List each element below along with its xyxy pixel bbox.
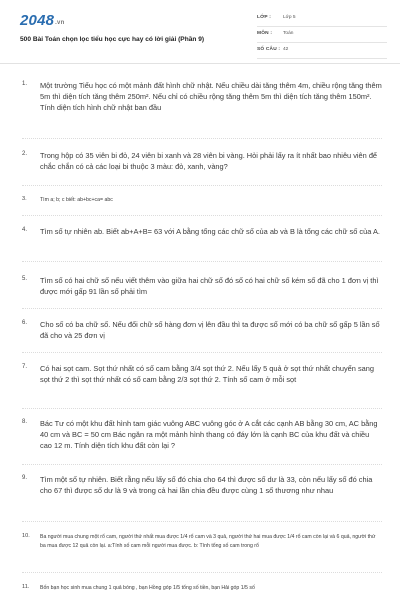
logo-tld: .vn <box>55 20 65 26</box>
page-header <box>0 0 400 64</box>
meta-value: Toán <box>283 31 294 36</box>
question-text: Trong hộp có 35 viên bi đỏ, 24 viên bi xanh và 28 viên bi vàng. Hỏi phải lấy ra ít nhất bao nhiêu viên để chắc chắn có cả các loại bi thuộc 3 màu: đỏ, xanh, vàng? <box>40 151 378 172</box>
divider <box>22 464 382 465</box>
divider <box>22 261 382 262</box>
meta-label: MÔN : <box>257 31 273 36</box>
question-number: 2. <box>22 151 28 157</box>
meta-row-count <box>257 46 387 59</box>
question-text: Tìm a; b; c biết: ab+bc+ca= abc <box>40 197 113 203</box>
question-text: Cho số có ba chữ số. Nếu đổi chữ số hàng đơn vị lên đầu thì ta được số mới có ba chữ số gấp 5 lần số đã cho và 25 đơn vị <box>40 320 380 341</box>
divider <box>22 308 382 309</box>
question-text: Có hai sọt cam. Sọt thứ nhất có số cam bằng 3/4 sọt thứ 2. Nếu lấy 5 quả ở sọt thứ nhất chuyển sang sọt thứ 2 thì sọt thứ nhất có số cam bằng 2/3 sọt thứ 2. Tính số cam ở mỗi sọt <box>40 364 374 385</box>
question-number: 5. <box>22 276 28 282</box>
meta-value: Lớp 5 <box>283 15 296 20</box>
logo-text: 2048 <box>20 12 55 29</box>
site-logo[interactable] <box>20 12 64 29</box>
question-text: Bác Tư có một khu đất hình tam giác vuông ABC vuông góc ở A cắt các cạnh AB bằng 30 cm, AC bằng 40 cm và BC = 50 cm Bác ngăn ra một mảnh hình thang có đáy lớn là cạnh BC của khu đất và chiều cao 12 m. Tính diện tích khu đất còn lại ? <box>40 419 378 451</box>
divider <box>22 138 382 139</box>
meta-label: SỐ CÂU : <box>257 47 281 52</box>
question-number: 9. <box>22 475 28 481</box>
meta-row-subject <box>257 30 387 43</box>
divider <box>22 408 382 409</box>
document-meta <box>257 14 387 62</box>
document-title: 500 Bài Toán chọn lọc tiểu học cực hay có lời giải (Phần 9) <box>20 36 205 43</box>
question-number: 3. <box>22 196 27 202</box>
meta-row-grade <box>257 14 387 27</box>
question-text: Tìm số có hai chữ số nếu viết thêm vào giữa hai chữ số đó số có hai chữ số kém số đã cho 1 đơn vị thì được mới gấp 91 lần số phải tìm <box>40 276 379 297</box>
question-number: 8. <box>22 419 28 425</box>
divider <box>22 521 382 522</box>
divider <box>22 185 382 186</box>
question-number: 10. <box>22 533 30 539</box>
divider <box>22 352 382 353</box>
question-number: 7. <box>22 364 28 370</box>
question-text: Tìm số tự nhiên ab. Biết ab+A+B= 63 với A bằng tổng các chữ số của ab và B là tổng các chữ số của A. <box>40 227 380 236</box>
question-text: Ba người mua chung một rổ cam, người thứ nhất mua được 1/4 rổ cam và 3 quả, người thứ hai mua được 1/4 rổ cam còn lại và 6 quả, người thứ ba mua được 12 quả còn lại. a:Tính số cam mỗi người mua được. b: Tính tổng số cam trong rổ <box>40 534 376 549</box>
question-number: 11. <box>22 584 30 590</box>
question-text: Tìm một số tự nhiên. Biết rằng nếu lấy số đó chia cho 64 thì được số dư là 33, còn nếu lấy số đó chia cho 67 thì được số dư là 9 và trong cả hai lần chia đều được cùng 1 số thương như nhau <box>40 475 373 496</box>
divider <box>22 215 382 216</box>
question-text: Một trường Tiểu học có một mảnh đất hình chữ nhật. Nếu chiều dài tăng thêm 4m, chiều rộng tăng thêm 5m thì diện tích tăng thêm 250m². Nếu chỉ có chiều rộng tăng thêm 5m thì diện tích tăng thêm 150m². Tính diện tích hình chữ nhật ban đầu <box>40 81 382 113</box>
question-number: 6. <box>22 320 28 326</box>
question-number: 4. <box>22 227 28 233</box>
divider <box>22 572 382 573</box>
meta-value: 42 <box>283 47 289 52</box>
question-text: Bốn bạn học sinh mua chung 1 quả bóng , bạn Hồng góp 1/5 tổng số tiền, bạn Hải góp 1/5 số <box>40 585 255 591</box>
question-number: 1. <box>22 81 28 87</box>
meta-label: LỚP : <box>257 15 272 20</box>
